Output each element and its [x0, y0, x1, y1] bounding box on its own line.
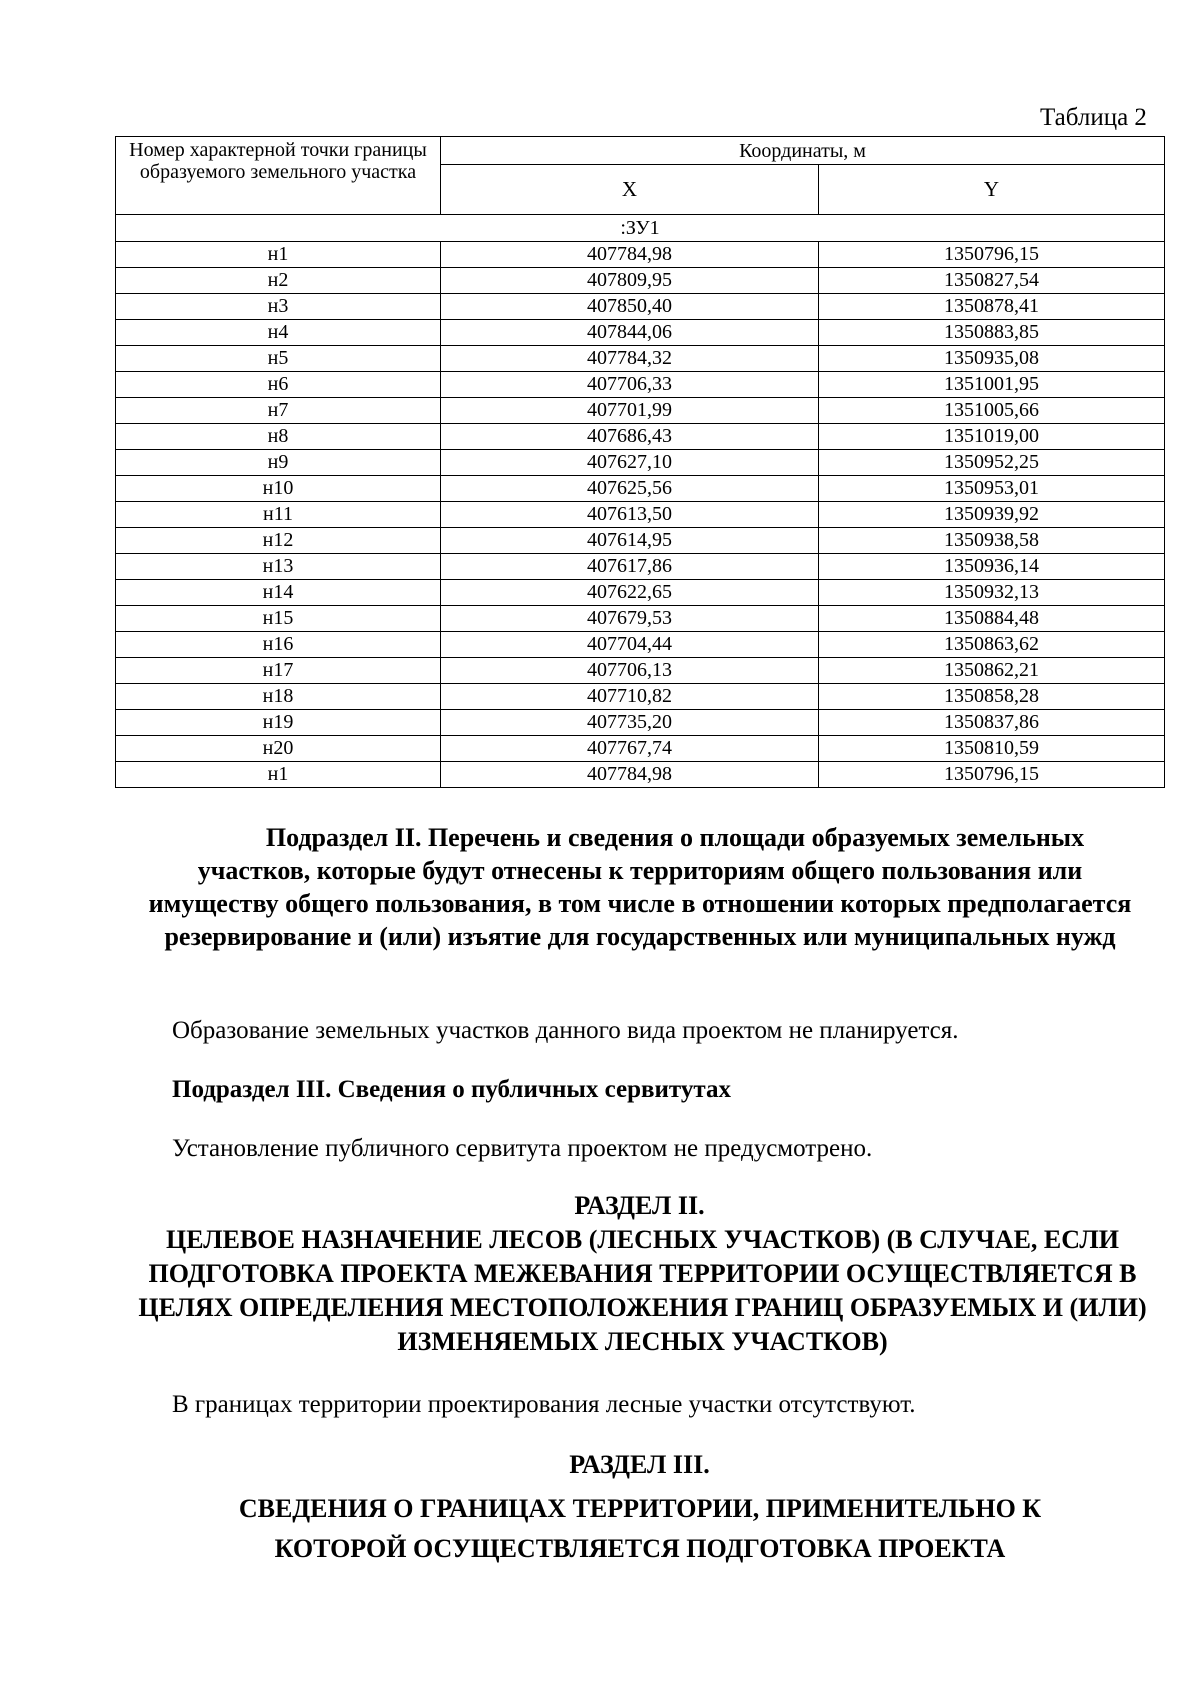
point-cell: н1	[116, 762, 441, 788]
table-row	[116, 294, 1165, 320]
y-cell: 1350939,92	[819, 502, 1165, 528]
table-row	[116, 684, 1165, 710]
table-row	[116, 320, 1165, 346]
y-cell: 1350863,62	[819, 632, 1165, 658]
point-cell: н16	[116, 632, 441, 658]
table-row	[116, 398, 1165, 424]
y-cell: 1350884,48	[819, 606, 1165, 632]
table-row	[116, 450, 1165, 476]
col-y-header: Y	[819, 165, 1165, 215]
x-cell: 407701,99	[441, 398, 819, 424]
y-cell: 1351001,95	[819, 372, 1165, 398]
x-cell: 407627,10	[441, 450, 819, 476]
point-cell: н5	[116, 346, 441, 372]
y-cell: 1350862,21	[819, 658, 1165, 684]
subsection-2-text: Образование земельных участков данного вида проектом не планируется.	[172, 1017, 959, 1044]
col-coords-header: Координаты, м	[441, 137, 1165, 165]
col-point-header: Номер характерной точки границы образуемого земельного участка	[116, 137, 441, 215]
x-cell: 407735,20	[441, 710, 819, 736]
point-cell: н4	[116, 320, 441, 346]
point-cell: н12	[116, 528, 441, 554]
y-cell: 1350938,58	[819, 528, 1165, 554]
point-cell: н2	[116, 268, 441, 294]
table-row	[116, 580, 1165, 606]
table-caption: Таблица 2	[1040, 104, 1147, 131]
table-row	[116, 762, 1165, 788]
x-cell: 407704,44	[441, 632, 819, 658]
table-row	[116, 268, 1165, 294]
x-cell: 407850,40	[441, 294, 819, 320]
table-header-row	[116, 137, 1165, 165]
x-cell: 407625,56	[441, 476, 819, 502]
table-row	[116, 476, 1165, 502]
table-row	[116, 736, 1165, 762]
section-2-number: РАЗДЕЛ II.	[574, 1191, 705, 1220]
table-row	[116, 710, 1165, 736]
table-row	[116, 502, 1165, 528]
x-cell: 407710,82	[441, 684, 819, 710]
y-cell: 1350837,86	[819, 710, 1165, 736]
x-cell: 407784,98	[441, 762, 819, 788]
table-row	[116, 528, 1165, 554]
point-cell: н10	[116, 476, 441, 502]
table-row	[116, 372, 1165, 398]
table-row	[116, 632, 1165, 658]
y-cell: 1350953,01	[819, 476, 1165, 502]
subsection-3-heading: Подраздел III. Сведения о публичных сервитутах	[172, 1076, 731, 1103]
x-cell: 407784,98	[441, 242, 819, 268]
y-cell: 1350827,54	[819, 268, 1165, 294]
table-row	[116, 346, 1165, 372]
point-cell: н15	[116, 606, 441, 632]
point-cell: н1	[116, 242, 441, 268]
x-cell: 407767,74	[441, 736, 819, 762]
point-cell: н6	[116, 372, 441, 398]
y-cell: 1350796,15	[819, 242, 1165, 268]
x-cell: 407706,13	[441, 658, 819, 684]
point-cell: н8	[116, 424, 441, 450]
section-2-text: В границах территории проектирования лесные участки отсутствуют.	[172, 1391, 916, 1418]
y-cell: 1351005,66	[819, 398, 1165, 424]
x-cell: 407706,33	[441, 372, 819, 398]
x-cell: 407809,95	[441, 268, 819, 294]
y-cell: 1350935,08	[819, 346, 1165, 372]
point-cell: н9	[116, 450, 441, 476]
section-3-title: СВЕДЕНИЯ О ГРАНИЦАХ ТЕРРИТОРИИ, ПРИМЕНИТЕЛЬНО К КОТОРОЙ ОСУЩЕСТВЛЯЕТСЯ ПОДГОТОВКА ПРОЕКТА	[238, 1494, 1042, 1563]
y-cell: 1351019,00	[819, 424, 1165, 450]
x-cell: 407613,50	[441, 502, 819, 528]
point-cell: н20	[116, 736, 441, 762]
x-cell: 407844,06	[441, 320, 819, 346]
point-cell: н11	[116, 502, 441, 528]
x-cell: 407784,32	[441, 346, 819, 372]
point-cell: н17	[116, 658, 441, 684]
coordinates-table	[115, 136, 1165, 788]
table-row	[116, 658, 1165, 684]
y-cell: 1350858,28	[819, 684, 1165, 710]
section-3-number: РАЗДЕЛ III.	[569, 1450, 710, 1479]
point-cell: н14	[116, 580, 441, 606]
subsection-2-heading: Подраздел II. Перечень и сведения о площади образуемых земельных участков, которые будут отнесены к территориям общего пользования или имуществу общего пользования, в том числе в отношении которых предполагается резервирование и (или) изъятие для государственных или муниципальных нужд	[148, 823, 1132, 951]
table-row	[116, 554, 1165, 580]
y-cell: 1350810,59	[819, 736, 1165, 762]
y-cell: 1350883,85	[819, 320, 1165, 346]
table-row	[116, 424, 1165, 450]
y-cell: 1350936,14	[819, 554, 1165, 580]
point-cell: н7	[116, 398, 441, 424]
point-cell: н3	[116, 294, 441, 320]
subsection-3-text: Установление публичного сервитута проектом не предусмотрено.	[172, 1135, 873, 1162]
col-x-header: X	[441, 165, 819, 215]
point-cell: н13	[116, 554, 441, 580]
table-row	[116, 606, 1165, 632]
point-cell: н19	[116, 710, 441, 736]
point-cell: н18	[116, 684, 441, 710]
y-cell: 1350878,41	[819, 294, 1165, 320]
y-cell: 1350952,25	[819, 450, 1165, 476]
x-cell: 407679,53	[441, 606, 819, 632]
table-group-row	[116, 215, 1165, 242]
table-row	[116, 242, 1165, 268]
section-2-title: ЦЕЛЕВОЕ НАЗНАЧЕНИЕ ЛЕСОВ (ЛЕСНЫХ УЧАСТКОВ) (В СЛУЧАЕ, ЕСЛИ ПОДГОТОВКА ПРОЕКТА МЕЖЕВАНИЯ ТЕРРИТОРИИ ОСУЩЕСТВЛЯЕТСЯ В ЦЕЛЯХ ОПРЕДЕЛЕНИЯ МЕСТОПОЛОЖЕНИЯ ГРАНИЦ ОБРАЗУЕМЫХ И (ИЛИ) ИЗМЕНЯЕМЫХ ЛЕСНЫХ УЧАСТКОВ)	[138, 1225, 1147, 1356]
group-label: :ЗУ1	[116, 215, 1165, 242]
x-cell: 407617,86	[441, 554, 819, 580]
x-cell: 407686,43	[441, 424, 819, 450]
x-cell: 407614,95	[441, 528, 819, 554]
x-cell: 407622,65	[441, 580, 819, 606]
y-cell: 1350796,15	[819, 762, 1165, 788]
y-cell: 1350932,13	[819, 580, 1165, 606]
